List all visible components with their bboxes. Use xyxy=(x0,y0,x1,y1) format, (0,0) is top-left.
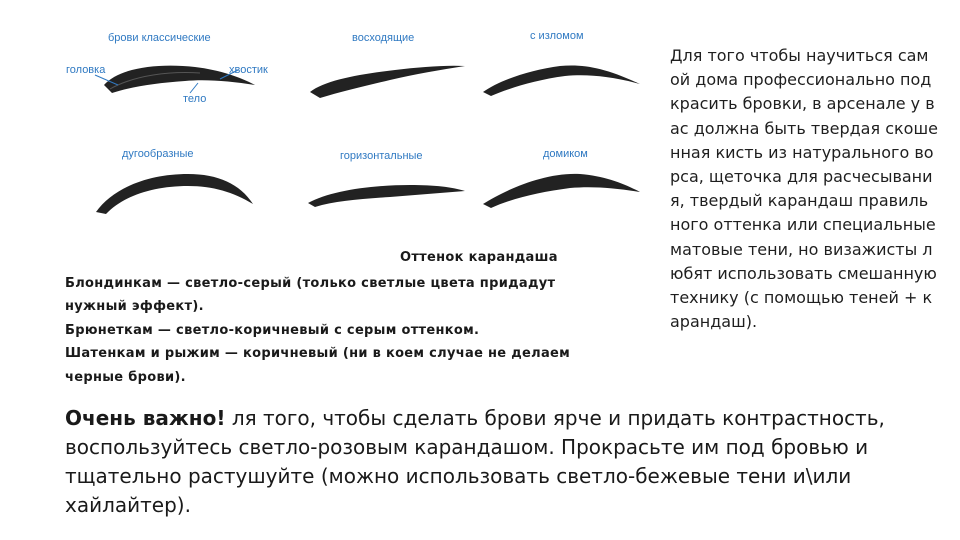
pencil-shade-title: Оттенок карандаша xyxy=(400,250,558,265)
label-rising: восходящие xyxy=(352,32,415,44)
label-head: головка xyxy=(66,64,106,76)
label-kinked: с изломом xyxy=(530,30,584,42)
brow-rising-image xyxy=(300,52,470,102)
brow-house-image xyxy=(475,160,645,210)
important-note xyxy=(65,404,905,520)
label-tail: хвостик xyxy=(229,64,268,76)
brow-kinked-image xyxy=(475,48,645,98)
shade-item-blonde: Блондинкам — светло-серый (только светлые цвета придадут нужный эффект). xyxy=(65,276,556,315)
side-text: Для того чтобы научиться самой дома профессионально подкрасить бровки, в арсенале у вас должна быть твердая скошенная кисть из натурального ворса, щеточка для расчесывания, твердый карандаш правильного оттенка или специальные матовые тени, но визажисты любят использовать смешанную технику (с помощью теней + карандаш). xyxy=(670,46,938,332)
shade-item-brunette: Брюнеткам — светло-коричневый с серым оттенком. xyxy=(65,322,480,338)
label-house: домиком xyxy=(543,148,588,160)
brow-horizontal-image xyxy=(300,175,470,215)
pencil-shade-list xyxy=(65,272,620,389)
brow-classic-image xyxy=(90,45,260,105)
shade-item-brown-red: Шатенкам и рыжим — коричневый (ни в коем случае не делаем черные брови). xyxy=(65,346,571,385)
label-body: тело xyxy=(183,93,207,105)
brow-arched-image xyxy=(88,160,258,220)
important-text: ля того, чтобы сделать брови ярче и придать контрастность, воспользуйтесь светло-розовым карандашом. Прокрасьте им под бровью и тщательно растушуйте (можно использовать светло-бежевые тени и\или хайлайтер). xyxy=(65,406,885,517)
important-lead: Очень важно! xyxy=(65,406,226,430)
label-arched: дугообразные xyxy=(122,148,194,160)
label-horizontal: горизонтальные xyxy=(340,150,423,162)
label-classic: брови классические xyxy=(108,32,211,44)
